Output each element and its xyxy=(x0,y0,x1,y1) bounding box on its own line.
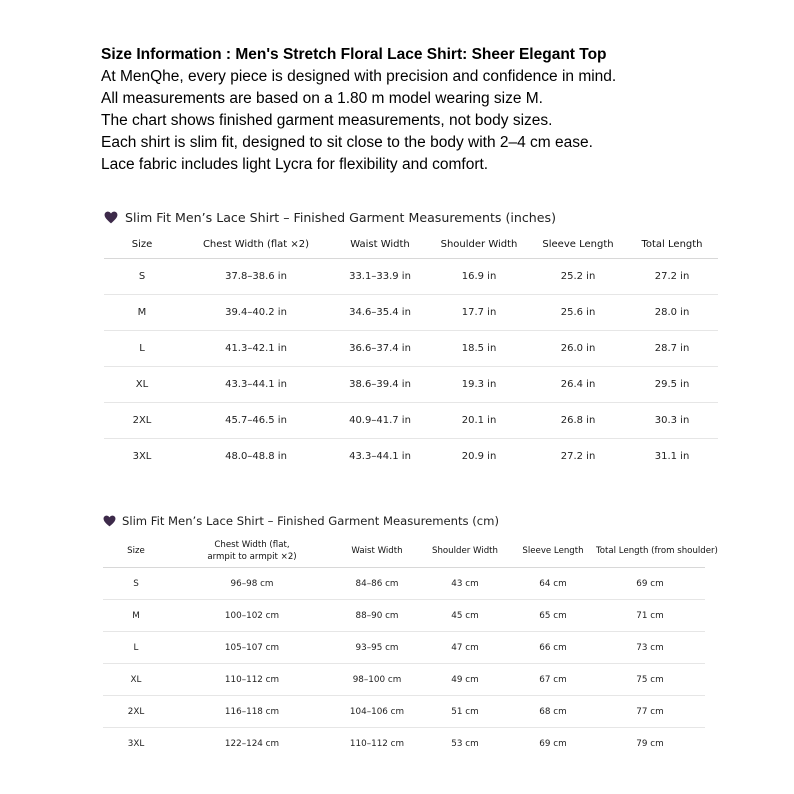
inches-table-title: Slim Fit Men’s Lace Shirt – Finished Garment Measurements (inches) xyxy=(125,210,557,225)
heart-icon xyxy=(104,211,118,224)
table-row xyxy=(104,295,718,331)
column-header: Total Length (from shoulder) xyxy=(595,534,705,568)
table-row xyxy=(104,259,718,295)
inches-table xyxy=(104,232,718,474)
table-cell: 51 cm xyxy=(419,696,511,728)
column-header: Size xyxy=(103,534,169,568)
table-cell: 43.3–44.1 in xyxy=(180,367,332,403)
table-cell: 43.3–44.1 in xyxy=(349,451,411,462)
table-cell: 39.4–40.2 in xyxy=(180,295,332,331)
table-cell: 64 cm xyxy=(511,568,595,600)
table-cell: 77 cm xyxy=(595,696,705,728)
table-cell: 40.9–41.7 in xyxy=(332,403,428,439)
intro-line: The chart shows finished garment measurements, not body sizes. xyxy=(101,112,553,129)
table-cell: 53 cm xyxy=(451,738,479,749)
table-cell: 45.7–46.5 in xyxy=(180,403,332,439)
table-cell: 73 cm xyxy=(595,632,705,664)
table-cell: 105–107 cm xyxy=(169,632,335,664)
intro-line: Each shirt is slim fit, designed to sit close to the body with 2–4 cm ease. xyxy=(101,134,593,151)
page-title: Size Information : Men's Stretch Floral Lace Shirt: Sheer Elegant Top xyxy=(101,46,607,63)
column-header: Chest Width (flat ×2) xyxy=(180,232,332,259)
table-row xyxy=(104,367,718,403)
table-row xyxy=(103,728,705,760)
table-cell: 88–90 cm xyxy=(335,600,419,632)
table-cell: 2XL xyxy=(103,696,169,728)
table-header-row xyxy=(103,534,705,568)
table-row xyxy=(103,696,705,728)
table-cell: 41.3–42.1 in xyxy=(180,331,332,367)
table-cell: 26.0 in xyxy=(530,331,626,367)
table-cell: 37.8–38.6 in xyxy=(180,259,332,295)
table-row xyxy=(104,403,718,439)
table-cell: 45 cm xyxy=(419,600,511,632)
table-cell: 26.8 in xyxy=(530,403,626,439)
table-cell: S xyxy=(103,568,169,600)
intro-line: All measurements are based on a 1.80 m model wearing size M. xyxy=(101,90,543,107)
table-cell: 79 cm xyxy=(636,738,664,749)
table-cell: 66 cm xyxy=(511,632,595,664)
table-cell: S xyxy=(104,259,180,295)
table-cell: 19.3 in xyxy=(428,367,530,403)
table-row xyxy=(103,568,705,600)
table-cell: 67 cm xyxy=(511,664,595,696)
table-cell: 75 cm xyxy=(595,664,705,696)
table-cell: 34.6–35.4 in xyxy=(332,295,428,331)
table-cell: 28.0 in xyxy=(626,295,718,331)
table-cell: 18.5 in xyxy=(428,331,530,367)
column-header: Size xyxy=(104,232,180,259)
table-cell: XL xyxy=(103,664,169,696)
column-header: Waist Width xyxy=(332,232,428,259)
column-header: Shoulder Width xyxy=(419,534,511,568)
table-cell: 69 cm xyxy=(539,738,567,749)
column-header: Shoulder Width xyxy=(428,232,530,259)
table-cell: 104–106 cm xyxy=(335,696,419,728)
intro-block xyxy=(101,44,761,176)
column-header: Waist Width xyxy=(335,534,419,568)
table-cell: 71 cm xyxy=(595,600,705,632)
column-header: Sleeve Length xyxy=(511,534,595,568)
table-cell: 100–102 cm xyxy=(169,600,335,632)
table-row xyxy=(104,331,718,367)
table-cell: 84–86 cm xyxy=(335,568,419,600)
table-cell: 38.6–39.4 in xyxy=(332,367,428,403)
table-cell: 110–112 cm xyxy=(349,738,405,749)
table-cell: 29.5 in xyxy=(626,367,718,403)
table-cell: 116–118 cm xyxy=(169,696,335,728)
table-cell: 43 cm xyxy=(419,568,511,600)
table-cell: 27.2 in xyxy=(626,259,718,295)
table-row xyxy=(103,632,705,664)
table-cell: 98–100 cm xyxy=(335,664,419,696)
column-header: Sleeve Length xyxy=(530,232,626,259)
table-cell: 33.1–33.9 in xyxy=(332,259,428,295)
table-cell: 31.1 in xyxy=(654,451,690,462)
table-header-row xyxy=(104,232,718,259)
column-header: Chest Width (flat, armpit to armpit ×2) xyxy=(169,534,335,568)
table-cell: 110–112 cm xyxy=(169,664,335,696)
table-cell: 17.7 in xyxy=(428,295,530,331)
table-cell: 48.0–48.8 in xyxy=(225,451,287,462)
table-cell: XL xyxy=(104,367,180,403)
table-cell: 20.9 in xyxy=(461,451,497,462)
table-cell: 28.7 in xyxy=(626,331,718,367)
table-row xyxy=(104,439,718,475)
table-row xyxy=(103,600,705,632)
table-cell: 25.6 in xyxy=(530,295,626,331)
intro-line: Lace fabric includes light Lycra for flexibility and comfort. xyxy=(101,156,489,173)
table-cell: L xyxy=(104,331,180,367)
cm-table-section xyxy=(103,512,718,752)
cm-table xyxy=(103,534,718,759)
table-cell: 2XL xyxy=(104,403,180,439)
column-header: Total Length xyxy=(626,232,718,259)
table-cell: 26.4 in xyxy=(530,367,626,403)
table-cell: 93–95 cm xyxy=(335,632,419,664)
table-cell: 69 cm xyxy=(595,568,705,600)
table-cell: M xyxy=(104,295,180,331)
table-cell: 27.2 in xyxy=(560,451,596,462)
table-cell: 96–98 cm xyxy=(169,568,335,600)
table-cell: L xyxy=(103,632,169,664)
table-row xyxy=(103,664,705,696)
table-cell: 3XL xyxy=(127,738,145,749)
table-cell: 68 cm xyxy=(511,696,595,728)
table-cell: M xyxy=(103,600,169,632)
table-cell: 16.9 in xyxy=(428,259,530,295)
table-cell: 122–124 cm xyxy=(224,738,280,749)
heart-icon xyxy=(103,515,116,527)
table-cell: 3XL xyxy=(132,451,152,462)
table-cell: 36.6–37.4 in xyxy=(332,331,428,367)
table-cell: 25.2 in xyxy=(530,259,626,295)
table-cell: 47 cm xyxy=(419,632,511,664)
inches-table-section xyxy=(104,208,718,468)
table-cell: 30.3 in xyxy=(626,403,718,439)
table-cell: 65 cm xyxy=(511,600,595,632)
table-cell: 49 cm xyxy=(419,664,511,696)
table-cell: 20.1 in xyxy=(428,403,530,439)
cm-table-title: Slim Fit Men’s Lace Shirt – Finished Garment Measurements (cm) xyxy=(122,514,499,528)
intro-line: At MenQhe, every piece is designed with precision and confidence in mind. xyxy=(101,68,617,85)
